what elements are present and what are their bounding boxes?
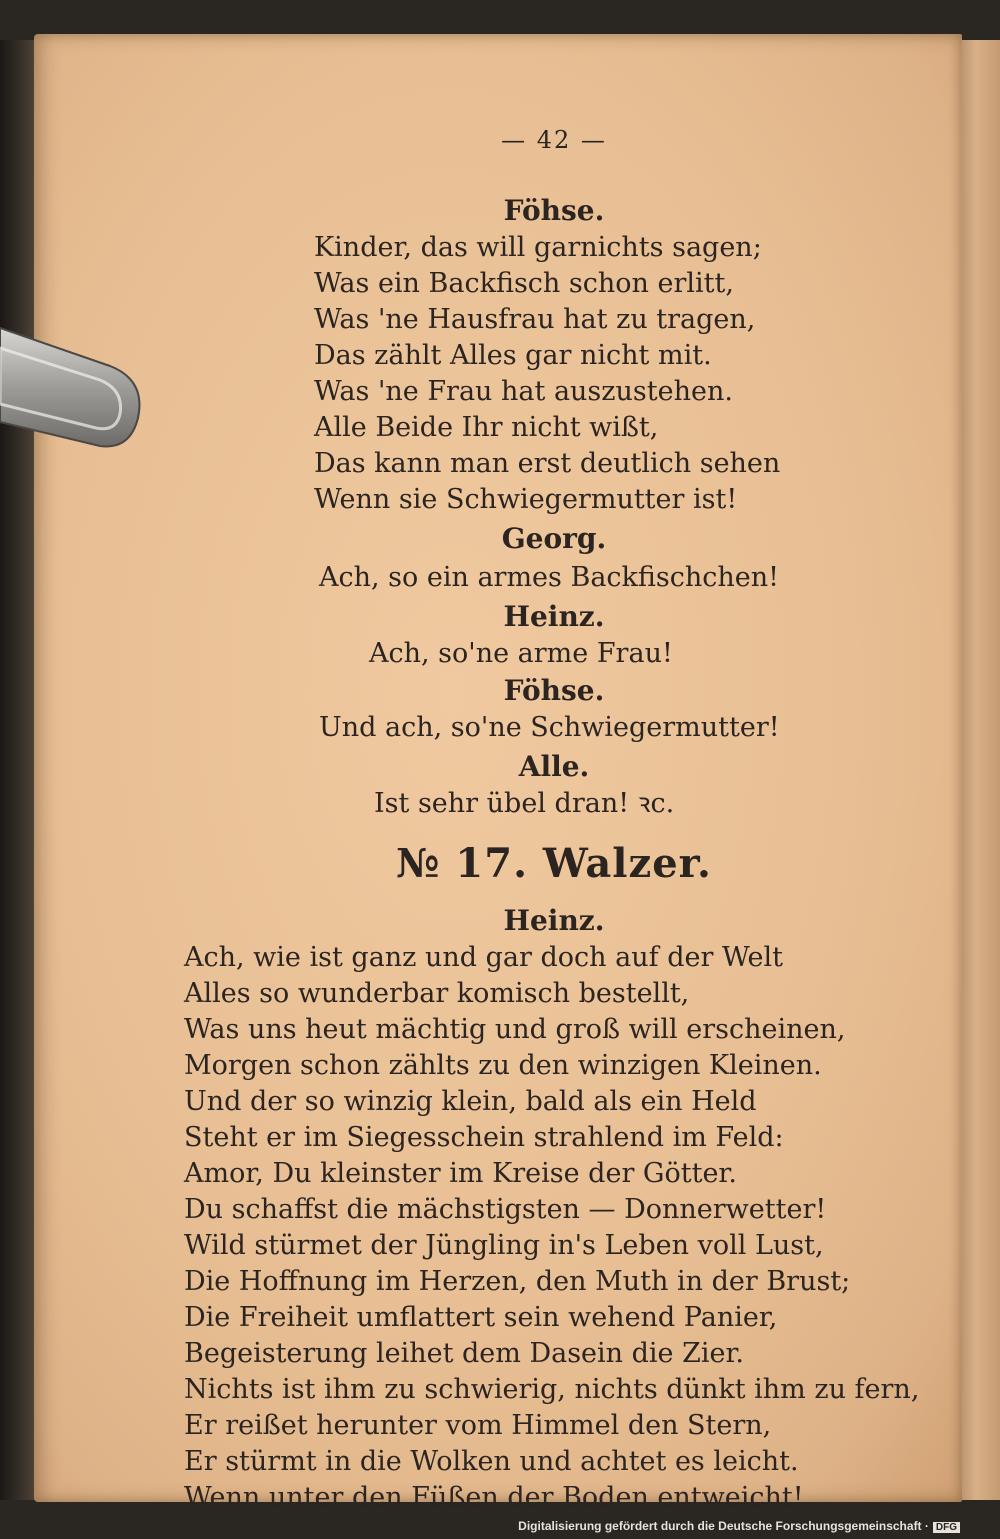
verse-line: Wild stürmet der Jüngling in's Leben voll Lust, [184,1230,824,1261]
verse-line: Und ach, so'ne Schwiegermutter! [319,712,780,743]
verse-line: Was 'ne Hausfrau hat zu tragen, [314,304,756,335]
verse-line: Amor, Du kleinster im Kreise der Götter. [184,1158,737,1189]
page-number: — 42 — [501,126,607,154]
verse-line: Ach, so'ne arme Frau! [369,638,673,669]
speaker-label: Föhse. [503,194,605,227]
verse-line: Morgen schon zählts zu den winzigen Kleinen. [184,1050,822,1081]
verse-line: Er stürmt in die Wolken und achtet es leicht. [184,1446,799,1477]
verse-line: Wenn sie Schwiegermutter ist! [314,484,738,515]
verse-line: Ist sehr übel dran! ꝛc. [374,788,675,819]
speaker-label: Föhse. [503,674,605,707]
footer-text: Digitalisierung gefördert durch die Deutsche Forschungsgemeinschaft · [518,1519,929,1533]
dfg-logo: DFG [933,1522,960,1533]
speaker-label: Heinz. [503,600,605,633]
verse-line: Wenn unter den Füßen der Boden entweicht! [184,1482,804,1513]
verse-line: Er reißet herunter vom Himmel den Stern, [184,1410,772,1441]
verse-line: Was ein Backfisch schon erlitt, [314,268,734,299]
verse-line: Und der so winzig klein, bald als ein Held [184,1086,757,1117]
speaker-label: Heinz. [503,904,605,937]
section-heading: № 17. Walzer. [396,840,712,887]
verse-line: Ach, so ein armes Backfischchen! [319,562,780,593]
verse-line: Die Hoffnung im Herzen, den Muth in der Brust; [184,1266,851,1297]
verse-line: Ach, wie ist ganz und gar doch auf der Welt [184,942,783,973]
book-page [34,34,962,1513]
footer-credit [518,1519,960,1533]
verse-line: Das zählt Alles gar nicht mit. [314,340,712,371]
speaker-label: Alle. [518,750,590,783]
verse-line: Begeisterung leihet dem Dasein die Zier. [184,1338,745,1369]
verse-line: Die Freiheit umflattert sein wehend Panier, [184,1302,778,1333]
verse-line: Kinder, das will garnichts sagen; [314,232,762,263]
verse-line: Das kann man erst deutlich sehen [314,448,781,479]
speaker-label: Georg. [501,522,607,555]
verse-line: Du schaffst die mächstigsten — Donnerwetter! [184,1194,827,1225]
verse-line: Was 'ne Frau hat auszustehen. [314,376,733,407]
verse-line: Nichts ist ihm zu schwierig, nichts dünkt ihm zu fern, [184,1374,920,1405]
verse-line: Steht er im Siegesschein strahlend im Feld: [184,1122,784,1153]
verse-line: Alles so wunderbar komisch bestellt, [184,978,690,1009]
verse-line: Was uns heut mächtig und groß will erscheinen, [184,1014,846,1045]
verse-line: Alle Beide Ihr nicht wißt, [314,412,659,443]
paper-clip-icon [0,318,148,458]
